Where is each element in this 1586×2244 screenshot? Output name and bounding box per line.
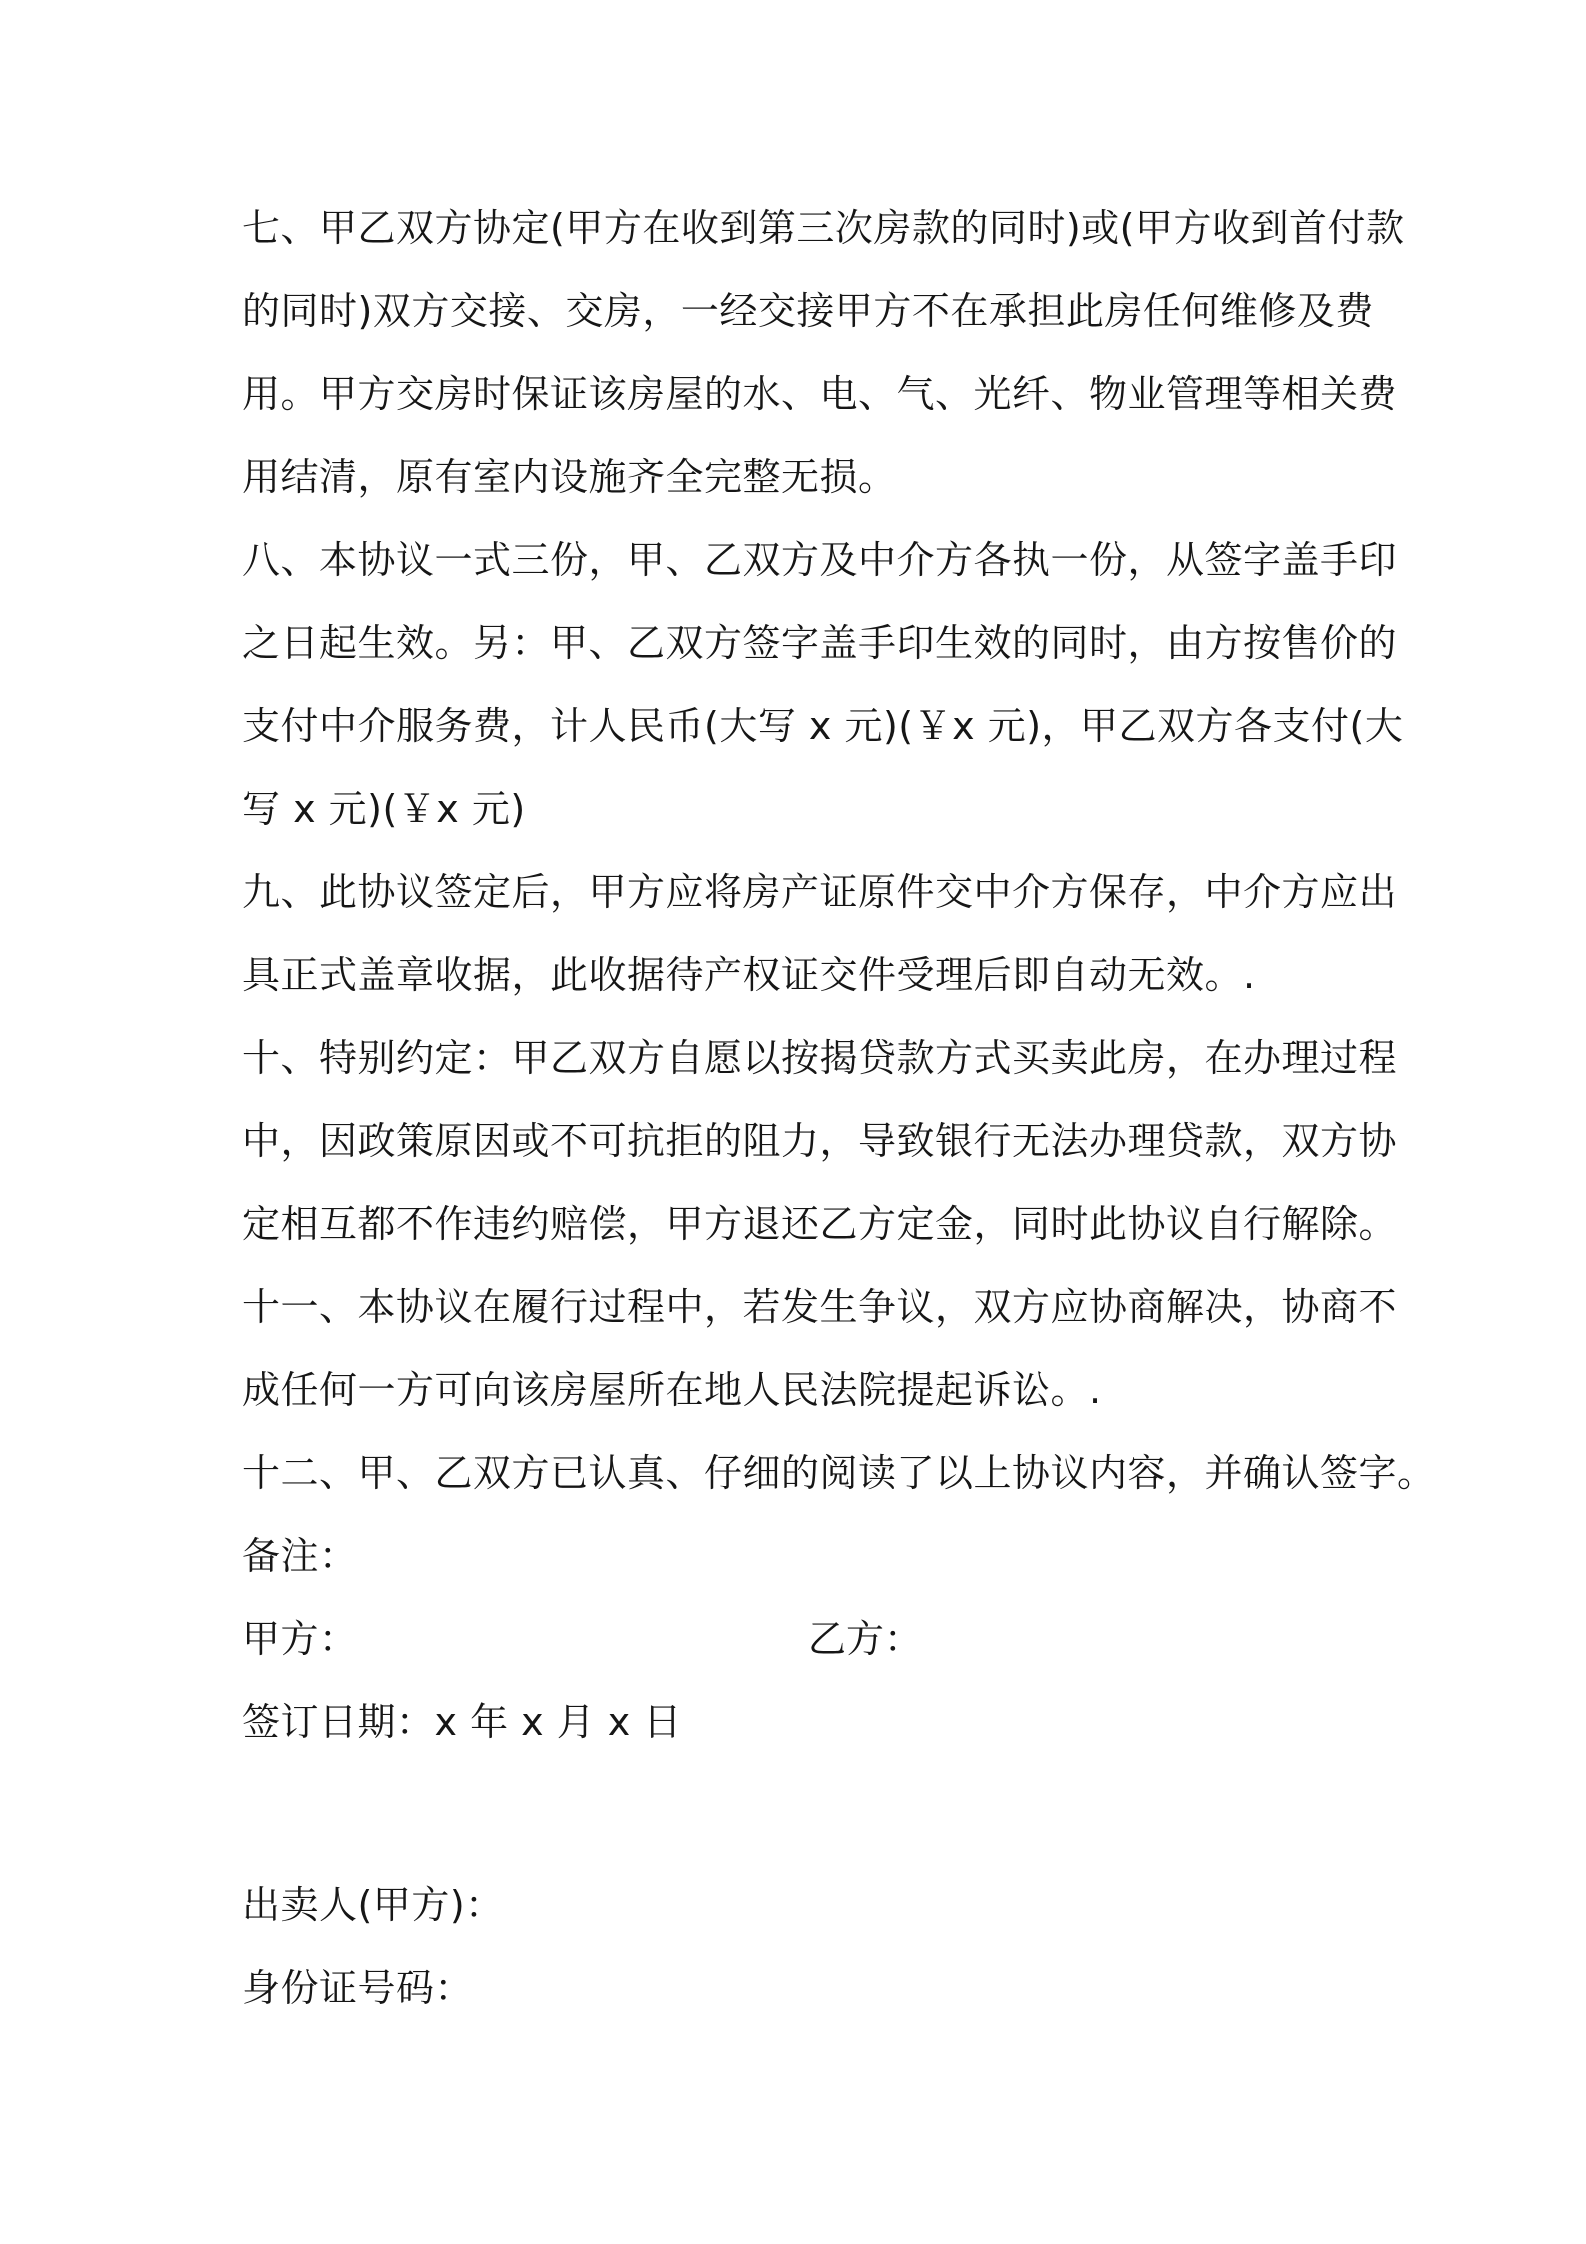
clause-7-line-4: 用结清，原有室内设施齐全完整无损。 [242, 455, 897, 499]
signing-date: 签订日期：x 年 x 月 x 日 [242, 1700, 682, 1744]
clause-10-line-3: 定相互都不作违约赔偿，甲方退还乙方定金，同时此协议自行解除。 [242, 1202, 1398, 1246]
clause-8-line-3: 支付中介服务费，计人民币(大写 x 元)(￥x 元)，甲乙双方各支付(大 [242, 704, 1404, 748]
clause-8-line-4: 写 x 元)(￥x 元) [242, 787, 526, 831]
clause-11-line-2: 成任何一方可向该房屋所在地人民法院提起诉讼。. [242, 1368, 1102, 1412]
clause-10-line-2: 中，因政策原因或不可抗拒的阻力，导致银行无法办理贷款，双方协 [242, 1119, 1398, 1163]
clause-12-line: 十二、甲、乙双方已认真、仔细的阅读了以上协议内容，并确认签字。 [242, 1451, 1436, 1495]
clause-8-line-2: 之日起生效。另：甲、乙双方签字盖手印生效的同时，由方按售价的 [242, 621, 1398, 665]
clause-7-line-2: 的同时)双方交接、交房，一经交接甲方不在承担此房任何维修及费 [242, 289, 1374, 333]
clause-7-line-1: 七、甲乙双方协定(甲方在收到第三次房款的同时)或(甲方收到首付款 [242, 206, 1405, 250]
clause-8-line-1: 八、本协议一式三份，甲、乙双方及中介方各执一份，从签字盖手印 [242, 538, 1398, 582]
clause-7-line-3: 用。甲方交房时保证该房屋的水、电、气、光纤、物业管理等相关费 [242, 372, 1398, 416]
clause-11-line-1: 十一、本协议在履行过程中，若发生争议，双方应协商解决，协商不 [242, 1285, 1398, 1329]
party-b-label: 乙方： [808, 1617, 923, 1661]
clause-9-line-1: 九、此协议签定后，甲方应将房产证原件交中介方保存，中介方应出 [242, 870, 1398, 914]
remarks-label: 备注： [242, 1534, 358, 1578]
clause-10-line-1: 十、特别约定：甲乙双方自愿以按揭贷款方式买卖此房，在办理过程 [242, 1036, 1398, 1080]
party-a-label: 甲方： [242, 1617, 358, 1661]
id-number-label: 身份证号码： [242, 1966, 474, 2010]
seller-label: 出卖人(甲方)： [242, 1883, 504, 1927]
clause-9-line-2: 具正式盖章收据，此收据待产权证交件受理后即自动无效。. [242, 953, 1256, 997]
